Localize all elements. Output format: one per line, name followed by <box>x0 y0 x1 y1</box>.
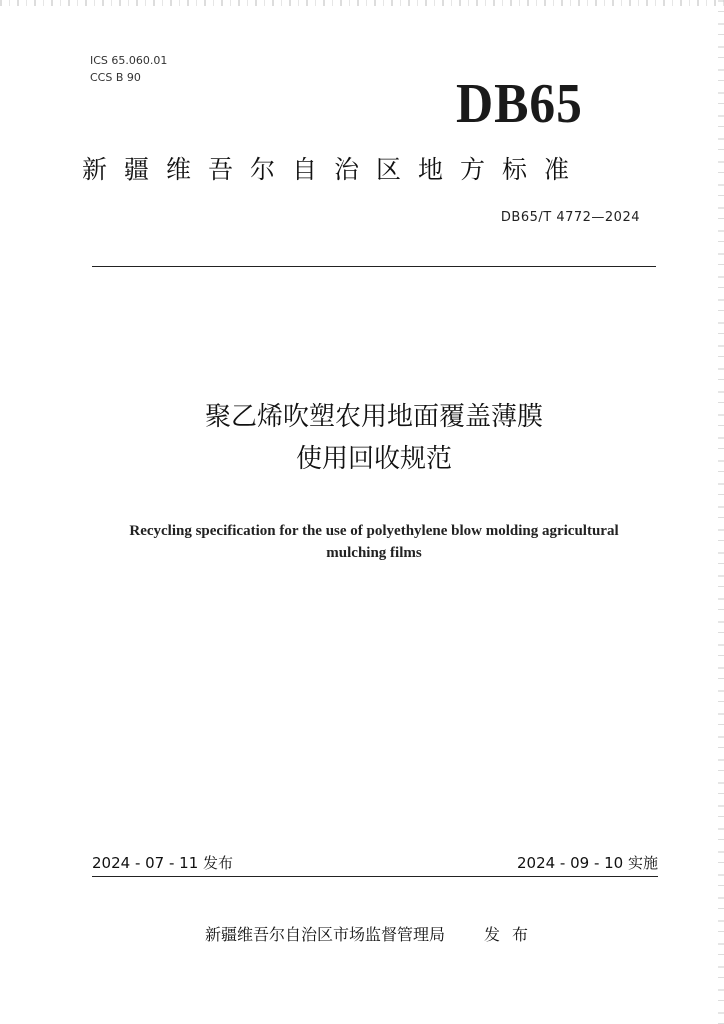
title-chinese-line-1: 聚乙烯吹塑农用地面覆盖薄膜 <box>204 402 543 432</box>
header-divider <box>92 266 656 267</box>
issue-date: 2024 - 07 - 11 发布 <box>92 854 234 872</box>
db65-logo <box>456 74 616 134</box>
footer-divider <box>92 876 658 877</box>
ics-code: ICS 65.060.01 <box>90 54 168 67</box>
title-chinese <box>92 396 656 480</box>
classification-codes <box>90 52 167 86</box>
implementation-date: 2024 - 09 - 10 实施 <box>516 854 658 872</box>
publisher-name: 新疆维吾尔自治区市场监督管理局 <box>205 925 446 944</box>
ccs-code: CCS B 90 <box>90 71 141 84</box>
publish-label: 发布 <box>484 925 541 944</box>
title-english-line-1: Recycling specification for the use of polyethylene blow molding agricultural <box>129 523 619 539</box>
standard-number: DB65/T 4772—2024 <box>500 210 640 225</box>
title-english <box>92 520 656 564</box>
scan-edge-top <box>0 0 724 6</box>
standard-authority: 新疆维吾尔自治区地方标准 <box>82 155 587 184</box>
db65-logo-text: DB65 <box>456 73 583 135</box>
scan-edge-right <box>718 0 724 1024</box>
title-english-line-2: mulching films <box>326 545 422 561</box>
title-chinese-line-2: 使用回收规范 <box>295 444 452 474</box>
